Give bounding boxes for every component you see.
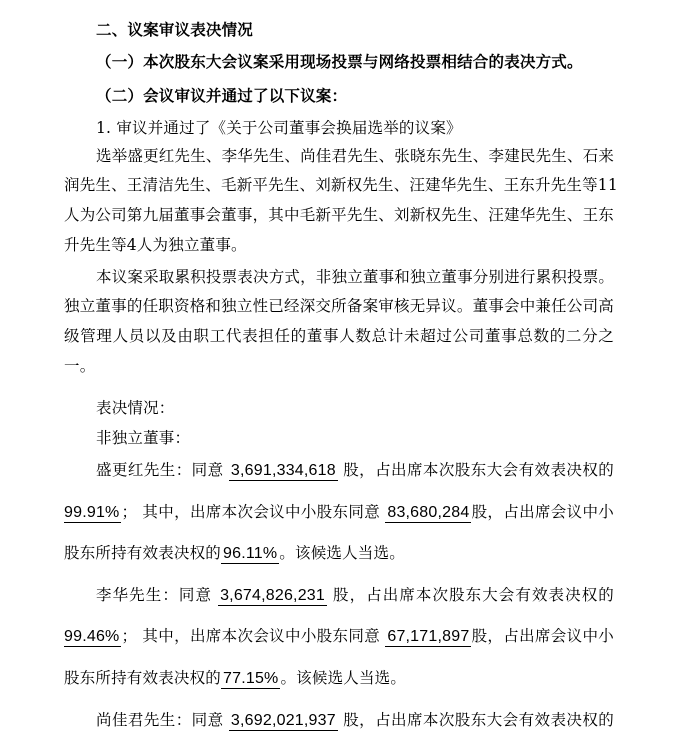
- candidate-result-2-line-3: 股东所持有效表决权的 77.15% 。该候选人当选。: [64, 669, 407, 687]
- non-independent-director-label: 非独立董事：: [96, 429, 191, 447]
- voting-method-paragraph-line-3: 级管理人员以及由职工代表担任的董事人数总计未超过公司董事总数的二分之: [64, 327, 614, 345]
- subheading-approved-motions: （二）会议审议并通过了以下议案：: [96, 87, 348, 105]
- section-heading: 二、议案审议表决情况: [96, 21, 254, 39]
- election-paragraph-line-3: 人为公司第九届董事会董事，其中毛新平先生、刘新权先生、汪建华先生、王东: [64, 206, 614, 224]
- candidate-result-2-line-2: 99.46% ； 其中，出席本次会议中小股东同意 67,171,897 股，占出席会议中小: [64, 627, 614, 645]
- candidate-result-1-line-3: 股东所持有效表决权的 96.11% 。该候选人当选。: [64, 544, 405, 562]
- election-paragraph-line-4: 升先生等4人为独立董事。: [64, 236, 247, 254]
- candidate-result-3-line-1: 尚佳君先生：同意 3,692,021,937 股，占出席本次股东大会有效表决权的: [96, 711, 614, 729]
- voting-method-paragraph-line-4: 一。: [64, 357, 96, 375]
- election-paragraph-line-1: 选举盛更红先生、李华先生、尚佳君先生、张晓东先生、李建民先生、石来: [96, 147, 615, 165]
- voting-method-paragraph-line-2: 独立董事的任职资格和独立性已经深交所备案审核无异议。董事会中兼任公司高: [64, 297, 614, 315]
- election-paragraph-line-2: 润先生、王清洁先生、毛新平先生、刘新权先生、汪建华先生、王东升先生等11: [64, 176, 618, 194]
- candidate-result-1-line-1: 盛更红先生：同意 3,691,334,618 股，占出席本次股东大会有效表决权的: [96, 461, 614, 479]
- voting-method-paragraph-line-1: 本议案采取累积投票表决方式，非独立董事和独立董事分别进行累积投票。: [96, 268, 615, 286]
- candidate-result-2-line-1: 李华先生：同意 3,674,826,231 股，占出席本次股东大会有效表决权的: [96, 586, 614, 604]
- vote-result-label: 表决情况：: [96, 399, 175, 417]
- candidate-result-1-line-2: 99.91% ； 其中，出席本次会议中小股东同意 83,680,284 股，占出席会议中小: [64, 503, 614, 521]
- subheading-voting-method: （一）本次股东大会议案采用现场投票与网络投票相结合的表决方式。: [96, 53, 583, 71]
- motion-title: 1. 审议并通过了《关于公司董事会换届选举的议案》: [96, 119, 462, 137]
